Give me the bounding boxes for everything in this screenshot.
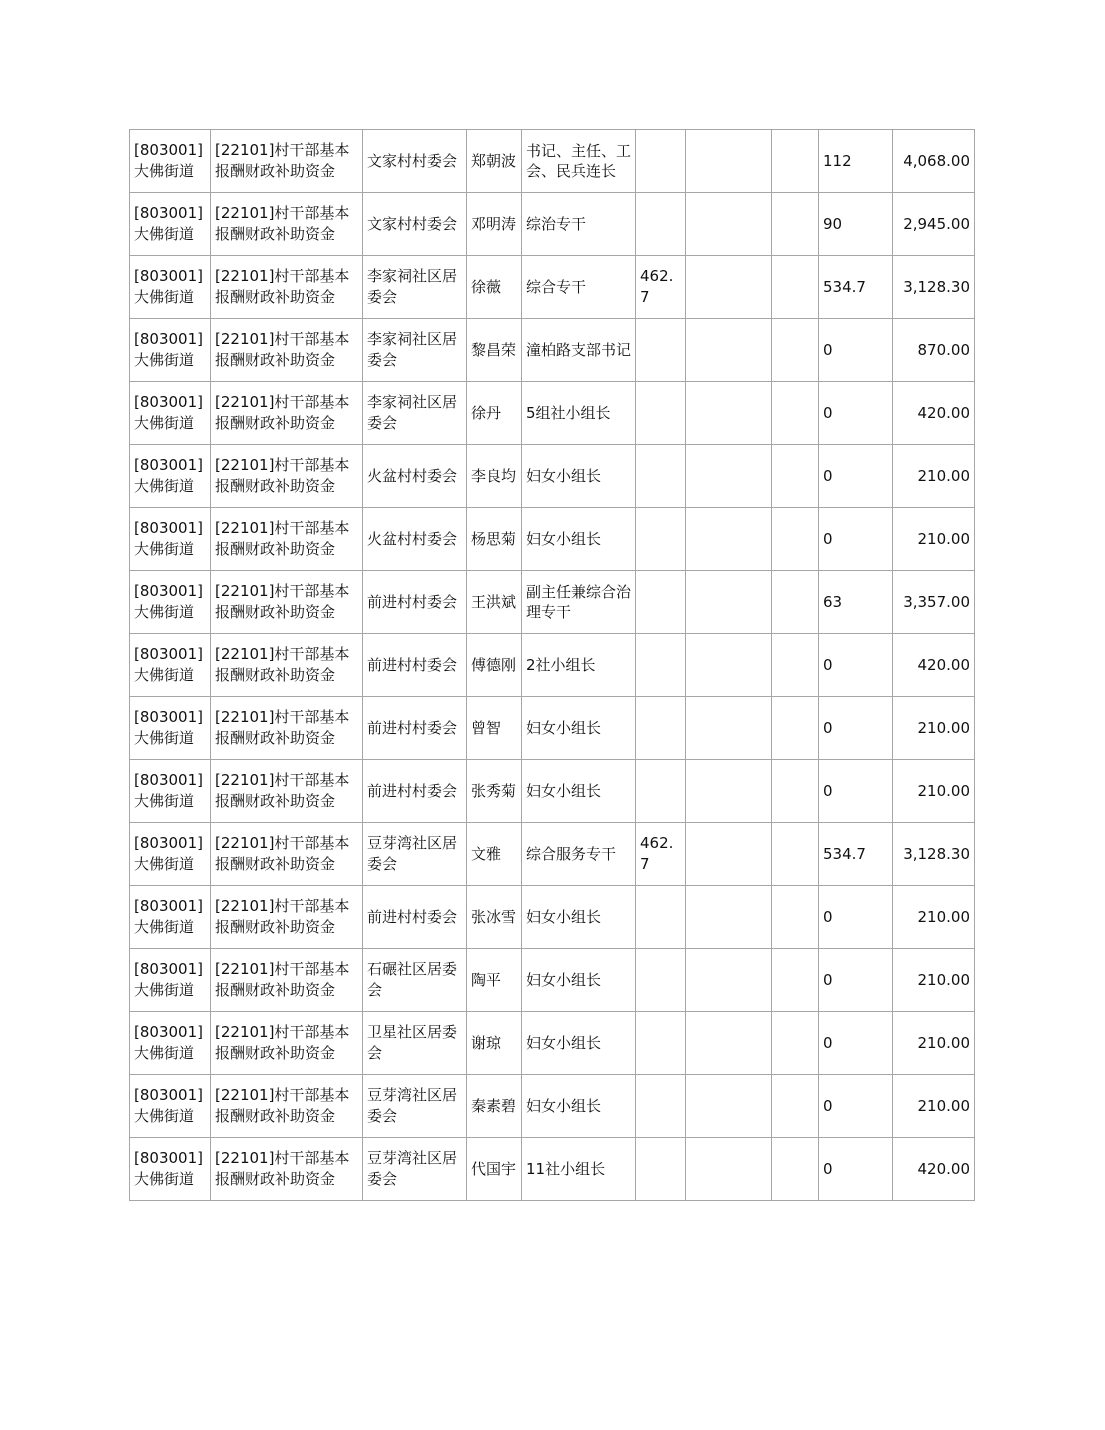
amount-c-cell xyxy=(772,256,819,319)
amount-b-cell xyxy=(686,508,772,571)
subsidy-cell: 90 xyxy=(819,193,893,256)
total-amount-cell: 420.00 xyxy=(893,382,975,445)
amount-a-cell xyxy=(636,445,686,508)
position-cell: 妇女小组长 xyxy=(522,697,636,760)
amount-c-cell xyxy=(772,949,819,1012)
fund-item-cell: [22101]村干部基本报酬财政补助资金 xyxy=(211,760,363,823)
amount-c-cell xyxy=(772,634,819,697)
amount-b-cell xyxy=(686,130,772,193)
amount-b-cell xyxy=(686,823,772,886)
committee-cell: 前进村村委会 xyxy=(363,760,467,823)
subsidy-cell: 0 xyxy=(819,1012,893,1075)
subsidy-cell: 0 xyxy=(819,382,893,445)
fund-item-cell: [22101]村干部基本报酬财政补助资金 xyxy=(211,508,363,571)
total-amount-cell: 3,357.00 xyxy=(893,571,975,634)
district-cell: [803001]大佛街道 xyxy=(130,949,211,1012)
position-cell: 2社小组长 xyxy=(522,634,636,697)
amount-a-cell xyxy=(636,1138,686,1201)
amount-c-cell xyxy=(772,445,819,508)
fund-item-cell: [22101]村干部基本报酬财政补助资金 xyxy=(211,382,363,445)
district-cell: [803001]大佛街道 xyxy=(130,256,211,319)
amount-b-cell xyxy=(686,193,772,256)
amount-b-cell xyxy=(686,382,772,445)
total-amount-cell: 210.00 xyxy=(893,1012,975,1075)
table-row xyxy=(130,949,975,1012)
total-amount-cell: 210.00 xyxy=(893,697,975,760)
total-amount-cell: 3,128.30 xyxy=(893,256,975,319)
amount-b-cell xyxy=(686,634,772,697)
amount-b-cell xyxy=(686,886,772,949)
table-row xyxy=(130,130,975,193)
subsidy-cell: 534.7 xyxy=(819,256,893,319)
amount-a-cell xyxy=(636,1012,686,1075)
table-row xyxy=(130,1138,975,1201)
district-cell: [803001]大佛街道 xyxy=(130,1012,211,1075)
total-amount-cell: 210.00 xyxy=(893,760,975,823)
district-cell: [803001]大佛街道 xyxy=(130,1138,211,1201)
position-cell: 11社小组长 xyxy=(522,1138,636,1201)
amount-a-cell xyxy=(636,1075,686,1138)
district-cell: [803001]大佛街道 xyxy=(130,508,211,571)
position-cell: 妇女小组长 xyxy=(522,886,636,949)
district-cell: [803001]大佛街道 xyxy=(130,634,211,697)
table-row xyxy=(130,1075,975,1138)
amount-b-cell xyxy=(686,445,772,508)
position-cell: 综治专干 xyxy=(522,193,636,256)
total-amount-cell: 2,945.00 xyxy=(893,193,975,256)
committee-cell: 李家祠社区居委会 xyxy=(363,256,467,319)
amount-b-cell xyxy=(686,697,772,760)
subsidy-cell: 63 xyxy=(819,571,893,634)
fund-item-cell: [22101]村干部基本报酬财政补助资金 xyxy=(211,193,363,256)
committee-cell: 文家村村委会 xyxy=(363,193,467,256)
person-name-cell: 谢琼 xyxy=(467,1012,522,1075)
amount-a-cell xyxy=(636,382,686,445)
subsidy-cell: 0 xyxy=(819,1138,893,1201)
committee-cell: 前进村村委会 xyxy=(363,634,467,697)
committee-cell: 前进村村委会 xyxy=(363,571,467,634)
fund-item-cell: [22101]村干部基本报酬财政补助资金 xyxy=(211,886,363,949)
position-cell: 综合服务专干 xyxy=(522,823,636,886)
amount-b-cell xyxy=(686,1138,772,1201)
position-cell: 妇女小组长 xyxy=(522,949,636,1012)
district-cell: [803001]大佛街道 xyxy=(130,445,211,508)
committee-cell: 文家村村委会 xyxy=(363,130,467,193)
table-row xyxy=(130,193,975,256)
amount-c-cell xyxy=(772,130,819,193)
payment-table xyxy=(129,129,975,1201)
amount-a-cell: 462.7 xyxy=(636,823,686,886)
table-row xyxy=(130,382,975,445)
amount-b-cell xyxy=(686,949,772,1012)
fund-item-cell: [22101]村干部基本报酬财政补助资金 xyxy=(211,445,363,508)
district-cell: [803001]大佛街道 xyxy=(130,760,211,823)
table-row xyxy=(130,571,975,634)
district-cell: [803001]大佛街道 xyxy=(130,319,211,382)
person-name-cell: 王洪斌 xyxy=(467,571,522,634)
fund-item-cell: [22101]村干部基本报酬财政补助资金 xyxy=(211,571,363,634)
subsidy-cell: 0 xyxy=(819,508,893,571)
amount-b-cell xyxy=(686,1075,772,1138)
committee-cell: 前进村村委会 xyxy=(363,886,467,949)
position-cell: 妇女小组长 xyxy=(522,508,636,571)
position-cell: 5组社小组长 xyxy=(522,382,636,445)
amount-a-cell xyxy=(636,571,686,634)
amount-b-cell xyxy=(686,1012,772,1075)
amount-c-cell xyxy=(772,760,819,823)
committee-cell: 豆芽湾社区居委会 xyxy=(363,1138,467,1201)
person-name-cell: 黎昌荣 xyxy=(467,319,522,382)
amount-a-cell xyxy=(636,634,686,697)
committee-cell: 豆芽湾社区居委会 xyxy=(363,823,467,886)
amount-c-cell xyxy=(772,571,819,634)
subsidy-cell: 0 xyxy=(819,319,893,382)
person-name-cell: 张冰雪 xyxy=(467,886,522,949)
amount-c-cell xyxy=(772,382,819,445)
total-amount-cell: 4,068.00 xyxy=(893,130,975,193)
committee-cell: 李家祠社区居委会 xyxy=(363,382,467,445)
subsidy-cell: 0 xyxy=(819,697,893,760)
person-name-cell: 曾智 xyxy=(467,697,522,760)
fund-item-cell: [22101]村干部基本报酬财政补助资金 xyxy=(211,949,363,1012)
table-row xyxy=(130,1012,975,1075)
amount-a-cell xyxy=(636,760,686,823)
total-amount-cell: 420.00 xyxy=(893,1138,975,1201)
fund-item-cell: [22101]村干部基本报酬财政补助资金 xyxy=(211,1138,363,1201)
position-cell: 妇女小组长 xyxy=(522,1012,636,1075)
subsidy-cell: 0 xyxy=(819,634,893,697)
table-body xyxy=(130,130,975,1201)
district-cell: [803001]大佛街道 xyxy=(130,1075,211,1138)
district-cell: [803001]大佛街道 xyxy=(130,886,211,949)
amount-c-cell xyxy=(772,1075,819,1138)
amount-a-cell xyxy=(636,949,686,1012)
fund-item-cell: [22101]村干部基本报酬财政补助资金 xyxy=(211,823,363,886)
amount-b-cell xyxy=(686,760,772,823)
person-name-cell: 李良均 xyxy=(467,445,522,508)
position-cell: 妇女小组长 xyxy=(522,760,636,823)
district-cell: [803001]大佛街道 xyxy=(130,193,211,256)
district-cell: [803001]大佛街道 xyxy=(130,823,211,886)
position-cell: 副主任兼综合治理专干 xyxy=(522,571,636,634)
position-cell: 书记、主任、工会、民兵连长 xyxy=(522,130,636,193)
amount-b-cell xyxy=(686,256,772,319)
committee-cell: 卫星社区居委会 xyxy=(363,1012,467,1075)
person-name-cell: 陶平 xyxy=(467,949,522,1012)
table-row xyxy=(130,445,975,508)
committee-cell: 豆芽湾社区居委会 xyxy=(363,1075,467,1138)
fund-item-cell: [22101]村干部基本报酬财政补助资金 xyxy=(211,130,363,193)
fund-item-cell: [22101]村干部基本报酬财政补助资金 xyxy=(211,319,363,382)
subsidy-cell: 0 xyxy=(819,886,893,949)
amount-c-cell xyxy=(772,697,819,760)
fund-item-cell: [22101]村干部基本报酬财政补助资金 xyxy=(211,256,363,319)
amount-c-cell xyxy=(772,886,819,949)
position-cell: 妇女小组长 xyxy=(522,1075,636,1138)
person-name-cell: 邓明涛 xyxy=(467,193,522,256)
total-amount-cell: 210.00 xyxy=(893,445,975,508)
person-name-cell: 杨思菊 xyxy=(467,508,522,571)
amount-a-cell xyxy=(636,319,686,382)
committee-cell: 火盆村村委会 xyxy=(363,508,467,571)
position-cell: 潼柏路支部书记 xyxy=(522,319,636,382)
committee-cell: 前进村村委会 xyxy=(363,697,467,760)
amount-a-cell xyxy=(636,886,686,949)
table-row xyxy=(130,823,975,886)
amount-a-cell xyxy=(636,508,686,571)
fund-item-cell: [22101]村干部基本报酬财政补助资金 xyxy=(211,634,363,697)
total-amount-cell: 210.00 xyxy=(893,949,975,1012)
subsidy-cell: 0 xyxy=(819,949,893,1012)
total-amount-cell: 210.00 xyxy=(893,508,975,571)
fund-item-cell: [22101]村干部基本报酬财政补助资金 xyxy=(211,1012,363,1075)
position-cell: 综合专干 xyxy=(522,256,636,319)
position-cell: 妇女小组长 xyxy=(522,445,636,508)
table-row xyxy=(130,508,975,571)
amount-c-cell xyxy=(772,1012,819,1075)
table-row xyxy=(130,760,975,823)
person-name-cell: 郑朝波 xyxy=(467,130,522,193)
table-row xyxy=(130,634,975,697)
committee-cell: 火盆村村委会 xyxy=(363,445,467,508)
fund-item-cell: [22101]村干部基本报酬财政补助资金 xyxy=(211,1075,363,1138)
total-amount-cell: 210.00 xyxy=(893,886,975,949)
subsidy-cell: 0 xyxy=(819,760,893,823)
amount-b-cell xyxy=(686,319,772,382)
person-name-cell: 徐薇 xyxy=(467,256,522,319)
district-cell: [803001]大佛街道 xyxy=(130,130,211,193)
amount-c-cell xyxy=(772,508,819,571)
total-amount-cell: 870.00 xyxy=(893,319,975,382)
amount-a-cell: 462.7 xyxy=(636,256,686,319)
district-cell: [803001]大佛街道 xyxy=(130,697,211,760)
total-amount-cell: 420.00 xyxy=(893,634,975,697)
person-name-cell: 秦素碧 xyxy=(467,1075,522,1138)
amount-b-cell xyxy=(686,571,772,634)
table-row xyxy=(130,256,975,319)
table-row xyxy=(130,319,975,382)
amount-c-cell xyxy=(772,1138,819,1201)
total-amount-cell: 3,128.30 xyxy=(893,823,975,886)
subsidy-cell: 0 xyxy=(819,445,893,508)
table-row xyxy=(130,697,975,760)
district-cell: [803001]大佛街道 xyxy=(130,382,211,445)
district-cell: [803001]大佛街道 xyxy=(130,571,211,634)
amount-c-cell xyxy=(772,823,819,886)
person-name-cell: 徐丹 xyxy=(467,382,522,445)
subsidy-cell: 0 xyxy=(819,1075,893,1138)
committee-cell: 李家祠社区居委会 xyxy=(363,319,467,382)
person-name-cell: 文雅 xyxy=(467,823,522,886)
amount-a-cell xyxy=(636,193,686,256)
amount-a-cell xyxy=(636,130,686,193)
amount-c-cell xyxy=(772,193,819,256)
committee-cell: 石碾社区居委会 xyxy=(363,949,467,1012)
table-row xyxy=(130,886,975,949)
amount-a-cell xyxy=(636,697,686,760)
fund-item-cell: [22101]村干部基本报酬财政补助资金 xyxy=(211,697,363,760)
total-amount-cell: 210.00 xyxy=(893,1075,975,1138)
amount-c-cell xyxy=(772,319,819,382)
person-name-cell: 张秀菊 xyxy=(467,760,522,823)
subsidy-cell: 534.7 xyxy=(819,823,893,886)
person-name-cell: 代国宇 xyxy=(467,1138,522,1201)
subsidy-cell: 112 xyxy=(819,130,893,193)
person-name-cell: 傅德刚 xyxy=(467,634,522,697)
